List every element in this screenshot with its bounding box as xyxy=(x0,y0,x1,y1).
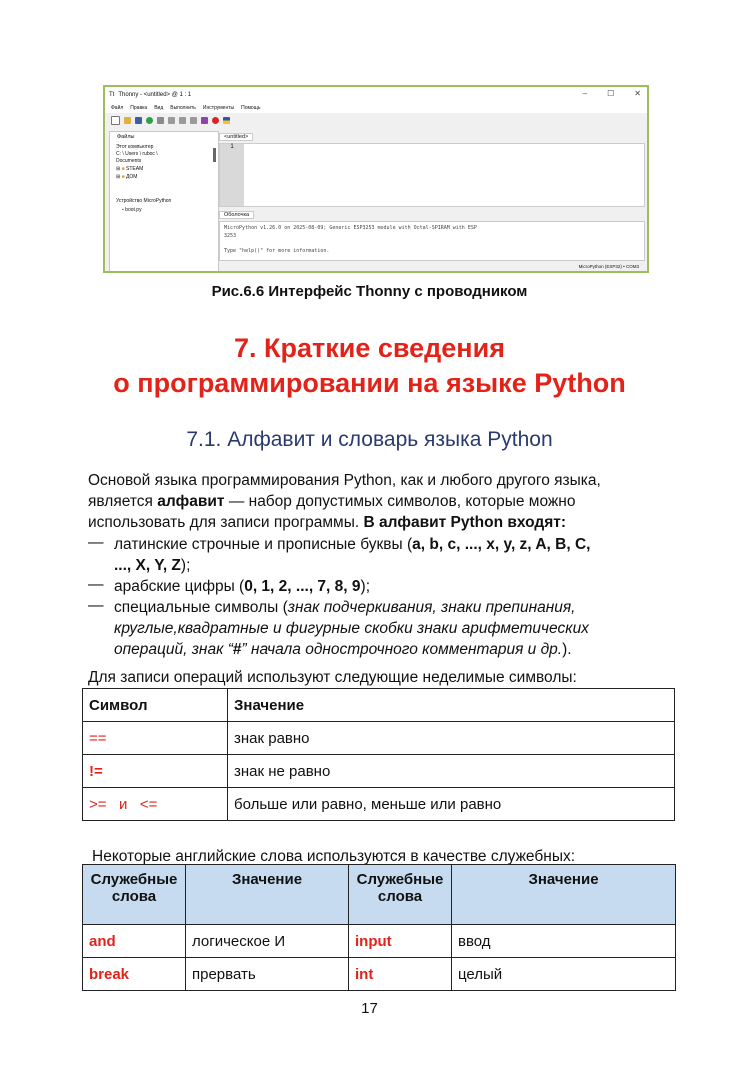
menu-tools[interactable]: Инструменты xyxy=(202,105,235,111)
bullet-3-line-1: специальные символы (знак подчеркивания, знаки препинания, xyxy=(114,599,576,616)
header-symbol: Символ xyxy=(83,689,228,722)
meaning-cell: знак не равно xyxy=(228,755,675,788)
shell-line-2: 3253 xyxy=(224,233,237,239)
step-out-icon[interactable] xyxy=(190,117,197,124)
header-keyword: Служебные слова xyxy=(349,865,452,925)
bullet-dash-1: — xyxy=(88,534,104,551)
files-scrollbar[interactable] xyxy=(213,148,216,162)
table-header-row xyxy=(83,865,676,925)
header-keyword: Служебные слова xyxy=(83,865,186,925)
meaning-cell: ввод xyxy=(452,925,676,958)
meaning-cell: прервать xyxy=(186,958,349,991)
meaning-cell: больше или равно, меньше или равно xyxy=(228,788,675,821)
menu-help[interactable]: Помощь xyxy=(241,105,261,111)
table1-intro: Для записи операций используют следующие неделимые символы: xyxy=(88,669,577,686)
bullet-3-line-2: круглые,квадратные и фигурные скобки знаки арифметических xyxy=(114,620,589,637)
bullet-1-line-1: латинские строчные и прописные буквы (a, b, c, ..., x, y, z, A, B, C, xyxy=(114,536,591,553)
toolbar xyxy=(105,114,647,126)
table-row xyxy=(83,925,676,958)
header-meaning: Значение xyxy=(452,865,676,925)
folder-steam[interactable]: ⊞ ■ STEAM xyxy=(116,166,144,172)
bullet-1-line-2: ..., X, Y, Z); xyxy=(114,557,191,574)
save-icon[interactable] xyxy=(135,117,142,124)
bullet-dash-3: — xyxy=(88,597,104,614)
meaning-cell: знак равно xyxy=(228,722,675,755)
keywords-table xyxy=(82,864,676,991)
meaning-cell: логическое И xyxy=(186,925,349,958)
shell-line-3: Type "help()" for more information. xyxy=(224,248,330,254)
window-titlebar xyxy=(105,87,647,103)
window-title: Thonny - <untitled> @ 1 : 1 xyxy=(118,92,192,98)
this-computer-label: Этот компьютер xyxy=(116,144,154,150)
menu-file[interactable]: Файл xyxy=(111,105,124,111)
header-meaning: Значение xyxy=(186,865,349,925)
debug-icon[interactable] xyxy=(157,117,164,124)
run-icon[interactable] xyxy=(146,117,153,124)
table-row xyxy=(83,958,676,991)
line-number: 1 xyxy=(230,144,234,150)
boot-file[interactable]: ▪ boot.py xyxy=(122,207,142,213)
menu-run[interactable]: Выполнить xyxy=(170,105,196,111)
bullet-2: арабские цифры (0, 1, 2, ..., 7, 8, 9); xyxy=(114,578,370,595)
files-tab[interactable]: Файлы xyxy=(114,134,137,140)
bullet-dash-2: — xyxy=(88,576,104,593)
intro-line-3: использовать для записи программы. В алфавит Python входят: xyxy=(88,514,567,531)
table-row xyxy=(83,755,675,788)
page-number: 17 xyxy=(361,1000,378,1017)
shell-panel[interactable] xyxy=(219,221,645,261)
open-file-icon[interactable] xyxy=(124,117,131,124)
table-row xyxy=(83,722,675,755)
shell-tab[interactable]: Оболочка xyxy=(219,211,254,219)
table-row xyxy=(83,788,675,821)
menu-edit[interactable]: Правка xyxy=(130,105,148,111)
resume-icon[interactable] xyxy=(201,117,208,124)
keyword-cell: int xyxy=(349,958,452,991)
operators-table xyxy=(82,688,675,821)
path-line-1: C: \ Users \ ruboc \ xyxy=(116,151,158,157)
shell-line-1: MicroPython v1.26.0 on 2025-08-09; Generic ESP3253 module with Octal-SPIRAM with ESP xyxy=(224,225,477,231)
symbol-cell: != xyxy=(83,755,228,788)
status-bar[interactable]: MicroPython (ESP32) • COM3 xyxy=(578,264,639,269)
header-meaning: Значение xyxy=(228,689,675,722)
close-icon[interactable]: ✕ xyxy=(634,89,641,98)
intro-line-2: является алфавит — набор допустимых символов, которые можно xyxy=(88,493,576,510)
folder-home[interactable]: ⊞ ■ ДОМ xyxy=(116,174,138,180)
table2-intro: Некоторые английские слова используются в качестве служебных: xyxy=(92,848,576,865)
new-file-icon[interactable] xyxy=(111,116,120,125)
thonny-screenshot xyxy=(103,85,649,273)
chapter-title-line-1: 7. Краткие сведения xyxy=(234,333,505,363)
intro-line-1: Основой языка программирования Python, как и любого другого языка, xyxy=(88,472,601,489)
menu-view[interactable]: Вид xyxy=(154,105,164,111)
editor-tab[interactable]: <untitled> xyxy=(219,133,253,141)
path-line-2: Documents xyxy=(116,158,142,164)
section-title: 7.1. Алфавит и словарь языка Python xyxy=(186,428,553,451)
minimize-icon[interactable]: – xyxy=(582,89,588,98)
support-ukraine-icon[interactable] xyxy=(223,117,230,124)
symbol-cell: >= и <= xyxy=(83,788,228,821)
maximize-icon[interactable]: ☐ xyxy=(607,89,615,98)
step-over-icon[interactable] xyxy=(168,117,175,124)
device-label: Устройство MicroPython xyxy=(116,198,172,204)
table-header-row xyxy=(83,689,675,722)
chapter-title-line-2: о программировании на языке Python xyxy=(113,368,626,398)
step-into-icon[interactable] xyxy=(179,117,186,124)
bullet-3-line-3: операций, знак “#” начала однострочного комментария и др.). xyxy=(114,641,572,658)
symbol-cell: == xyxy=(83,722,228,755)
keyword-cell: break xyxy=(83,958,186,991)
stop-icon[interactable] xyxy=(212,117,219,124)
keyword-cell: and xyxy=(83,925,186,958)
figure-caption: Рис.6.6 Интерфейс Thonny с проводником xyxy=(211,283,528,300)
files-panel xyxy=(109,131,219,273)
menubar xyxy=(105,103,647,113)
thonny-app-icon: Tt xyxy=(109,92,115,98)
line-gutter xyxy=(220,144,244,206)
meaning-cell: целый xyxy=(452,958,676,991)
keyword-cell: input xyxy=(349,925,452,958)
code-editor[interactable] xyxy=(219,143,645,207)
